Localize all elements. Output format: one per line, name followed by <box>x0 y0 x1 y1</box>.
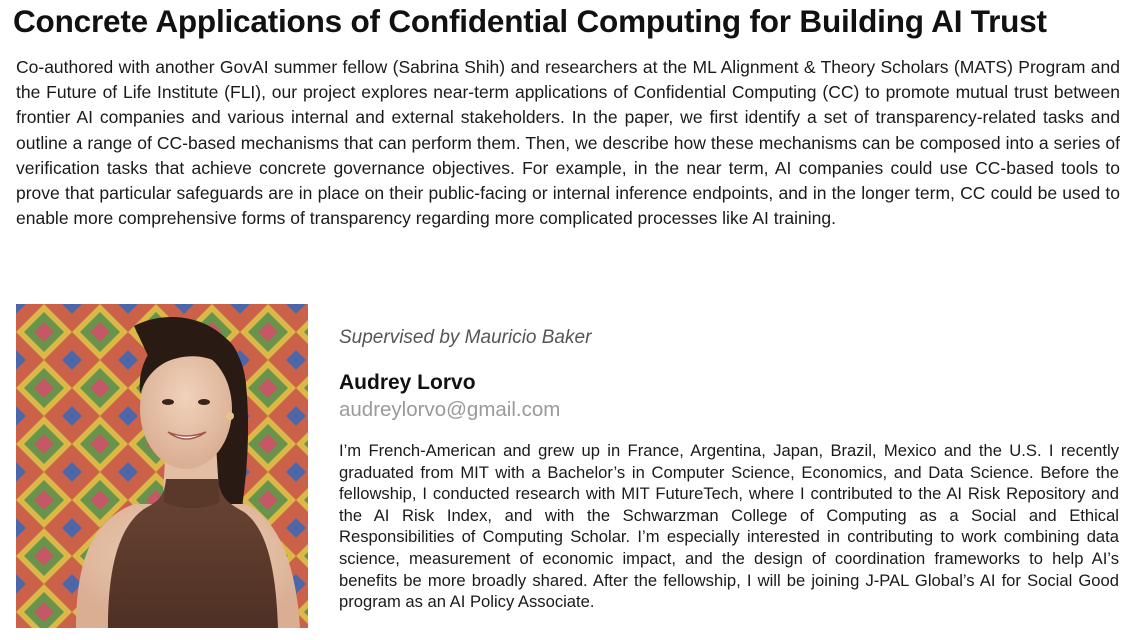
email-link[interactable]: audreylorvo@gmail.com <box>339 398 561 421</box>
fellow-name: Audrey Lorvo <box>339 371 476 394</box>
page-title: Concrete Applications of Confidential Computing for Building AI Trust <box>13 3 1047 39</box>
fellow-bio: I’m French-American and grew up in France, Argentina, Japan, Brazil, Mexico and the U.S. I recently graduated from MIT with a Bachelor’s in Computer Science, Economics, and Data Science. Before the fellowship, I conducted research with MIT FutureTech, where I contributed to the AI Risk Repository and the AI Risk Index, and with the Schwarzman College of Computing as a Social and Ethical Responsibilities of Computing Scholar. I’m especially interested in contributing to work combining data science, measurement of economic impact, and the design of coordination frameworks to help AI’s benefits be more broadly shared. After the fellowship, I will be joining J-PAL Global’s AI for Social Good program as an AI Policy Associate. <box>339 441 1119 612</box>
project-description: Co-authored with another GovAI summer fellow (Sabrina Shih) and researchers at the ML Alignment & Theory Scholars (MATS) Program and the Future of Life Institute (FLI), our project explores near-term applications of Confidential Computing (CC) to promote mutual trust between frontier AI companies and various internal and external stakeholders. In the paper, we first identify a set of transparency-related tasks and outline a range of CC-based mechanisms that can perform them. Then, we describe how these mechanisms can be composed into a series of verification tasks that achieve concrete governance objectives. For example, in the near term, AI companies could use CC-based tools to prove that particular safeguards are in place on their public-facing or internal inference endpoints, and in the longer term, CC could be used to enable more comprehensive forms of transparency regarding more complicated processes like AI training. <box>16 57 1120 229</box>
profile-photo <box>16 304 308 628</box>
supervisor-text: Supervised by Mauricio Baker <box>339 327 592 348</box>
